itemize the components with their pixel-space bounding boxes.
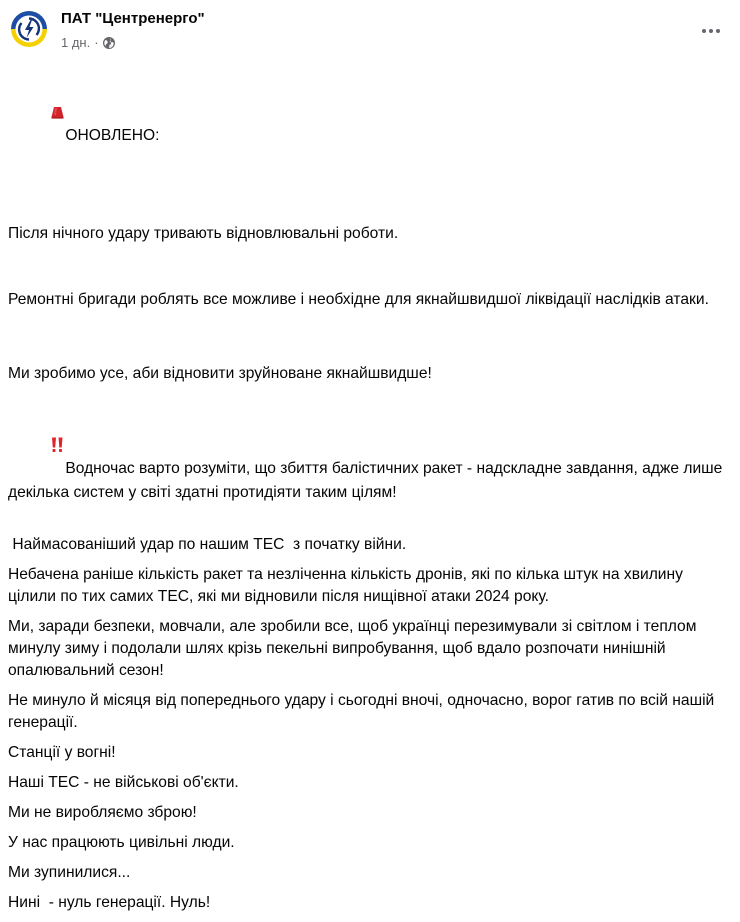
- post-paragraph: Ми зробимо усе, аби відновити зруйноване якнайшвидше!: [8, 365, 432, 382]
- post-paragraph: [8, 179, 734, 355]
- more-options-icon: [702, 29, 706, 33]
- post-paragraph-warning: [8, 393, 734, 526]
- post-line: Після нічного удару тривають відновлювальні роботи.: [8, 225, 399, 242]
- post-paragraph: Ми, заради безпеки, мовчали, але зробили все, щоб українці перезимували зі світлом і теплом минулу зиму і подолали шлях крізь пекельні випробування, щоб вдало розпочати нинішній опалювальний сезон!: [8, 618, 701, 679]
- post-timestamp-link[interactable]: 1 дн.: [61, 35, 91, 50]
- post-paragraph: Небачена раніше кількість ракет та незліченна кількість дронів, які по кілька штук на хвилину цілили по тих самих ТЕС, які ми відновили після нищівної атаки 2024 року.: [8, 566, 688, 605]
- red-bell-emoji-icon: [25, 83, 64, 149]
- globe-icon: [103, 37, 115, 49]
- post-paragraph: Ми зупинилися...: [8, 864, 131, 881]
- post-meta: [61, 35, 115, 50]
- post-text: [8, 61, 734, 922]
- post-paragraph: Наймасованіший удар по нашим ТЕС з початку війни.: [8, 536, 407, 553]
- post-paragraph: Ми не виробляємо зброю!: [8, 804, 197, 821]
- more-options-dot: [709, 29, 713, 33]
- page-name-link[interactable]: ПАТ "Центренерго": [61, 10, 205, 27]
- updated-label: ОНОВЛЕНО:: [65, 127, 160, 144]
- more-options-dot: [716, 29, 720, 33]
- post-paragraph-updated: [8, 61, 734, 171]
- post-line: Ремонтні бригади роблять все можливе і необхідне для якнайшвидшої ліквідації наслідків атаки.: [8, 291, 709, 308]
- post-paragraph: Станції у вогні!: [8, 744, 116, 761]
- post-paragraph: Наші ТЕС - не військові об'єкти.: [8, 774, 239, 791]
- post-header: [0, 0, 740, 60]
- warning-text: Водночас варто розуміти, що збиття балістичних ракет - надскладне завдання, адже лише декілька систем у світі здатні протидіяти таким цілям!: [8, 460, 727, 501]
- double-exclamation-icon: [25, 415, 64, 482]
- post-paragraph: У нас працюють цивільні люди.: [8, 834, 235, 851]
- meta-separator: ·: [94, 35, 99, 50]
- post-paragraph: Нині - нуль генерації. Нуль!: [8, 894, 211, 911]
- page-avatar[interactable]: [9, 9, 49, 49]
- post-paragraph: Не минуло й місяця від попереднього удару і сьогодні вночі, одночасно, ворог гатив по всій нашій генерації.: [8, 692, 719, 731]
- more-options-button[interactable]: [694, 18, 728, 44]
- centrenergo-logo-icon: [9, 9, 49, 49]
